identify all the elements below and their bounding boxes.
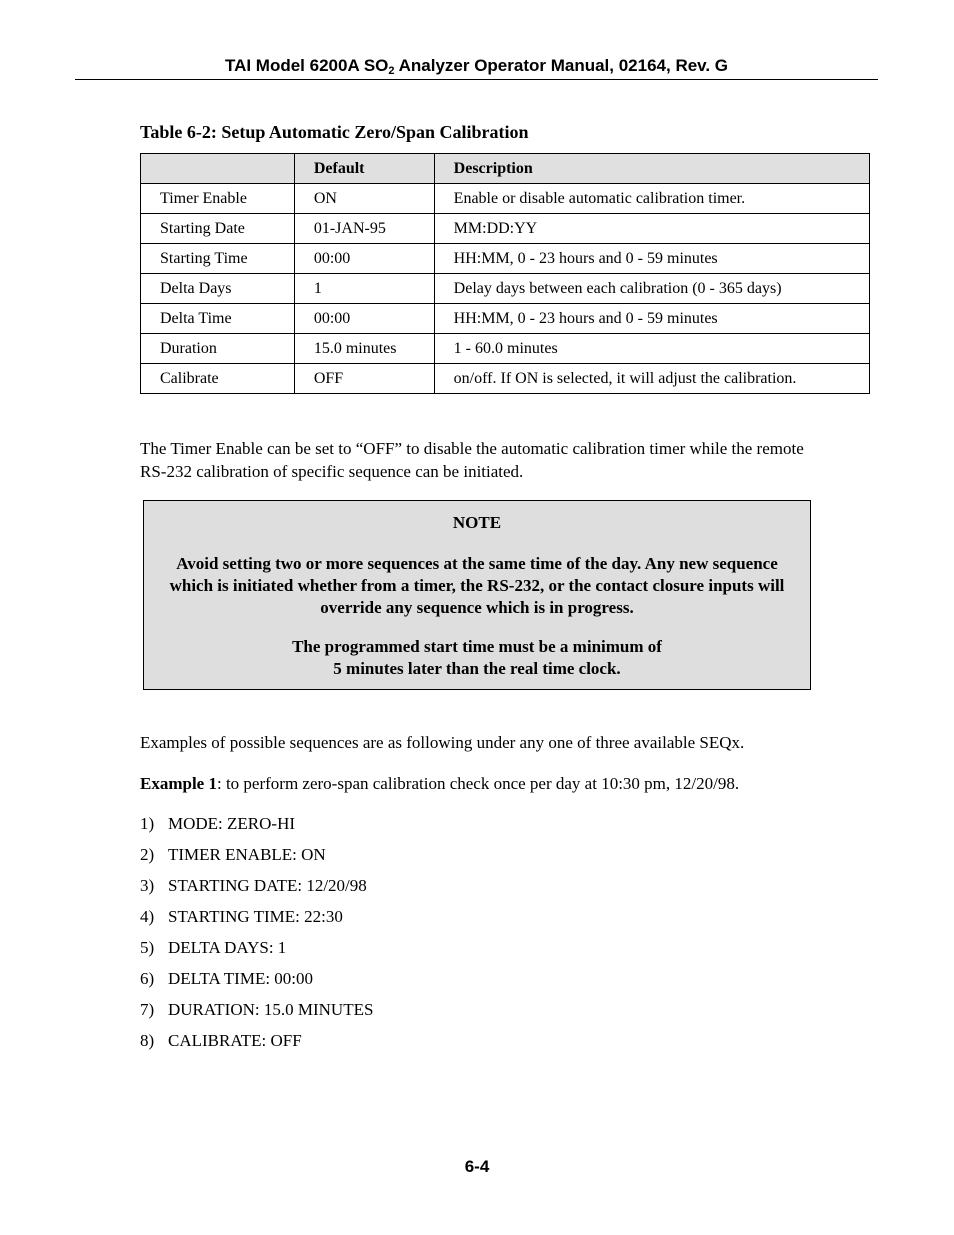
table-cell: 00:00 — [294, 244, 434, 274]
list-item — [140, 998, 373, 1029]
step-number: 6) — [140, 969, 155, 988]
table-cell: Duration — [141, 334, 295, 364]
table-cell: HH:MM, 0 - 23 hours and 0 - 59 minutes — [434, 304, 869, 334]
step-number: 3) — [140, 876, 155, 895]
step-text: CALIBRATE: OFF — [168, 1031, 302, 1050]
table-row — [141, 244, 870, 274]
list-item — [140, 843, 373, 874]
examples-intro: Examples of possible sequences are as following under any one of three available SEQx. — [140, 733, 745, 752]
page-number: 6-4 — [464, 1157, 490, 1176]
step-number: 2) — [140, 845, 155, 864]
column-header — [141, 154, 295, 184]
table-cell: OFF — [294, 364, 434, 394]
column-header: Default — [294, 154, 434, 184]
page-header — [75, 56, 878, 76]
note-box — [143, 500, 811, 690]
table-cell: ON — [294, 184, 434, 214]
step-number: 4) — [140, 907, 155, 926]
table-header-row — [141, 154, 870, 184]
header-title-post: Analyzer Operator Manual, 02164, Rev. G — [394, 56, 729, 75]
step-text: DELTA DAYS: 1 — [168, 938, 287, 957]
table-cell: 1 - 60.0 minutes — [434, 334, 869, 364]
table-cell: Delta Time — [141, 304, 295, 334]
note-paragraph: Avoid setting two or more sequences at the same time of the day. Any new sequence which is initiated whether from a timer, the RS-232, or the contact closure inputs will override any sequence which is in progress. — [169, 554, 785, 617]
table-caption: Table 6-2: Setup Automatic Zero/Span Calibration — [140, 122, 529, 142]
table-row — [141, 274, 870, 304]
table-cell: Enable or disable automatic calibration timer. — [434, 184, 869, 214]
table-row — [141, 364, 870, 394]
header-title-pre: TAI Model 6200A SO — [224, 56, 389, 75]
step-text: MODE: ZERO-HI — [168, 814, 296, 833]
list-item — [140, 967, 373, 998]
table-cell: HH:MM, 0 - 23 hours and 0 - 59 minutes — [434, 244, 869, 274]
header-rule — [75, 79, 878, 80]
example-text: : to perform zero-span calibration check once per day at 10:30 pm, 12/20/98. — [216, 774, 740, 793]
header-title-subscript: 2 — [388, 65, 395, 77]
list-item — [140, 1029, 373, 1060]
table-cell: 15.0 minutes — [294, 334, 434, 364]
note-line: 5 minutes later than the real time clock. — [333, 659, 621, 678]
list-item — [140, 874, 373, 905]
setup-calibration-table — [140, 153, 870, 394]
step-text: STARTING TIME: 22:30 — [168, 907, 343, 926]
intro-paragraph: The Timer Enable can be set to “OFF” to disable the automatic calibration timer while the remote RS-232 calibration of specific sequence can be initiated. — [140, 439, 804, 481]
step-number: 1) — [140, 814, 155, 833]
table-row — [141, 214, 870, 244]
list-item — [140, 905, 373, 936]
example-label: Example 1 — [140, 774, 217, 793]
step-text: TIMER ENABLE: ON — [168, 845, 326, 864]
step-number: 5) — [140, 938, 155, 957]
step-number: 7) — [140, 1000, 155, 1019]
list-item — [140, 936, 373, 967]
table-cell: Timer Enable — [141, 184, 295, 214]
table-cell: 00:00 — [294, 304, 434, 334]
table-row — [141, 304, 870, 334]
example-steps — [140, 812, 373, 1060]
table-cell: Starting Date — [141, 214, 295, 244]
table-cell: on/off. If ON is selected, it will adjust the calibration. — [434, 364, 869, 394]
table-cell: 1 — [294, 274, 434, 304]
table-row — [141, 334, 870, 364]
column-header: Description — [434, 154, 869, 184]
note-line: The programmed start time must be a minimum of — [292, 637, 662, 656]
list-item — [140, 812, 373, 843]
table-row — [141, 184, 870, 214]
table-cell: Starting Time — [141, 244, 295, 274]
table-cell: Calibrate — [141, 364, 295, 394]
step-text: DURATION: 15.0 MINUTES — [168, 1000, 374, 1019]
table-cell: Delta Days — [141, 274, 295, 304]
example-1 — [140, 772, 840, 795]
step-text: STARTING DATE: 12/20/98 — [168, 876, 367, 895]
step-number: 8) — [140, 1031, 155, 1050]
step-text: DELTA TIME: 00:00 — [168, 969, 314, 988]
table-cell: Delay days between each calibration (0 - 365 days) — [434, 274, 869, 304]
note-paragraph — [164, 636, 790, 680]
table-cell: 01-JAN-95 — [294, 214, 434, 244]
note-title: NOTE — [452, 513, 502, 532]
table-cell: MM:DD:YY — [434, 214, 869, 244]
